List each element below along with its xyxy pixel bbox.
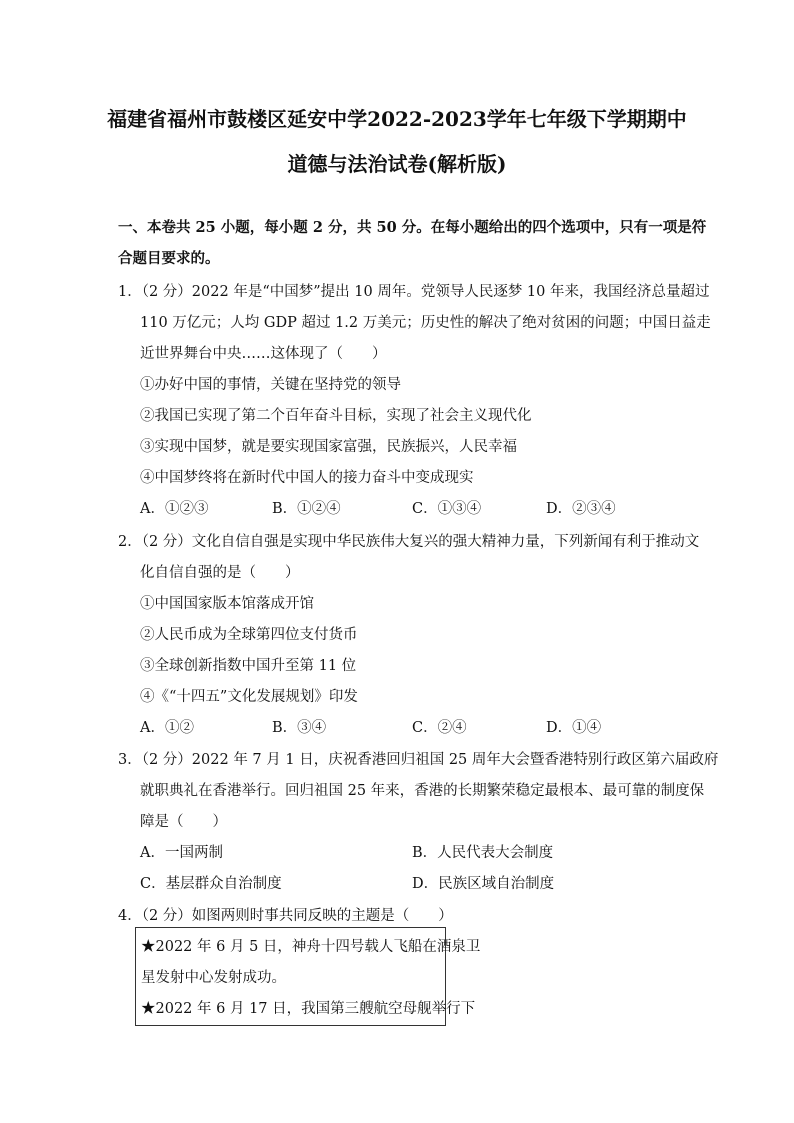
- q2-stem-line-1: 2．（2 分）文化自信自强是实现中华民族伟大复兴的强大精神力量，下列新闻有利于推动文: [118, 534, 700, 550]
- q1-statement-4: ④中国梦终将在新时代中国人的接力奋斗中变成现实: [140, 470, 474, 486]
- q3-option-d[interactable]: D．民族区域自治制度: [412, 876, 555, 892]
- q3-option-a[interactable]: A．一国两制: [140, 845, 223, 861]
- q2-stem-line-2: 化自信自强的是（ ）: [140, 565, 300, 581]
- q2-statement-1: ①中国国家版本馆落成开馆: [140, 596, 314, 612]
- q3-stem-line-3: 障是（ ）: [140, 814, 227, 830]
- q1-stem-line-2: 110 万亿元；人均 GDP 超过 1.2 万美元；历史性的解决了绝对贫困的问题；中国日益走: [140, 315, 711, 331]
- q2-statement-2: ②人民币成为全球第四位支付货币: [140, 627, 358, 643]
- q3-stem-line-1: 3．（2 分）2022 年 7 月 1 日，庆祝香港回归祖国 25 周年大会暨香港特别行政区第六届政府: [118, 752, 719, 768]
- news-item-2-line-1: ★2022 年 6 月 17 日，我国第三艘航空母舰举行下: [141, 1001, 476, 1017]
- section-instruction-line-1: 一、本卷共 25 小题，每小题 2 分，共 50 分。在每小题给出的四个选项中，只有一项是符: [118, 219, 707, 236]
- news-item-1-line-2: 星发射中心发射成功。: [141, 970, 286, 986]
- q2-option-b[interactable]: B．③④: [272, 720, 327, 736]
- q1-stem-line-3: 近世界舞台中央……这体现了（ ）: [140, 346, 387, 362]
- q3-stem-line-2: 就职典礼在香港举行。回归祖国 25 年来，香港的长期繁荣稳定最根本、最可靠的制度保: [140, 783, 705, 799]
- q1-option-c[interactable]: C．①③④: [412, 501, 482, 517]
- section-instruction-line-2: 合题目要求的。: [118, 250, 220, 267]
- q3-option-c[interactable]: C．基层群众自治制度: [140, 876, 282, 892]
- q4-stem-line-1: 4．（2 分）如图两则时事共同反映的主题是（ ）: [118, 908, 453, 924]
- q1-statement-2: ②我国已实现了第二个百年奋斗目标，实现了社会主义现代化: [140, 408, 532, 424]
- q2-option-c[interactable]: C．②④: [412, 720, 467, 736]
- news-item-1-line-1: ★2022 年 6 月 5 日，神舟十四号载人飞船在酒泉卫: [141, 939, 481, 955]
- q2-option-a[interactable]: A．①②: [140, 720, 194, 736]
- q2-statement-4: ④《“十四五”文化发展规划》印发: [140, 689, 358, 705]
- exam-title-line-2: 道德与法治试卷(解析版): [287, 152, 507, 176]
- q1-statement-1: ①办好中国的事情，关键在坚持党的领导: [140, 377, 401, 393]
- q1-option-d[interactable]: D．②③④: [546, 501, 616, 517]
- exam-title-line-1: 福建省福州市鼓楼区延安中学2022-2023学年七年级下学期期中: [107, 107, 687, 131]
- q3-option-b[interactable]: B．人民代表大会制度: [412, 845, 554, 861]
- q1-option-a[interactable]: A．①②③: [140, 501, 209, 517]
- q2-statement-3: ③全球创新指数中国升至第 11 位: [140, 658, 357, 674]
- q1-option-b[interactable]: B．①②④: [272, 501, 341, 517]
- q2-option-d[interactable]: D．①④: [546, 720, 602, 736]
- q1-statement-3: ③实现中国梦，就是要实现国家富强，民族振兴，人民幸福: [140, 439, 517, 455]
- q1-stem-line-1: 1．（2 分）2022 年是“中国梦”提出 10 周年。党领导人民逐梦 10 年来，我国经济总量超过: [118, 284, 710, 300]
- news-box: [135, 927, 481, 1026]
